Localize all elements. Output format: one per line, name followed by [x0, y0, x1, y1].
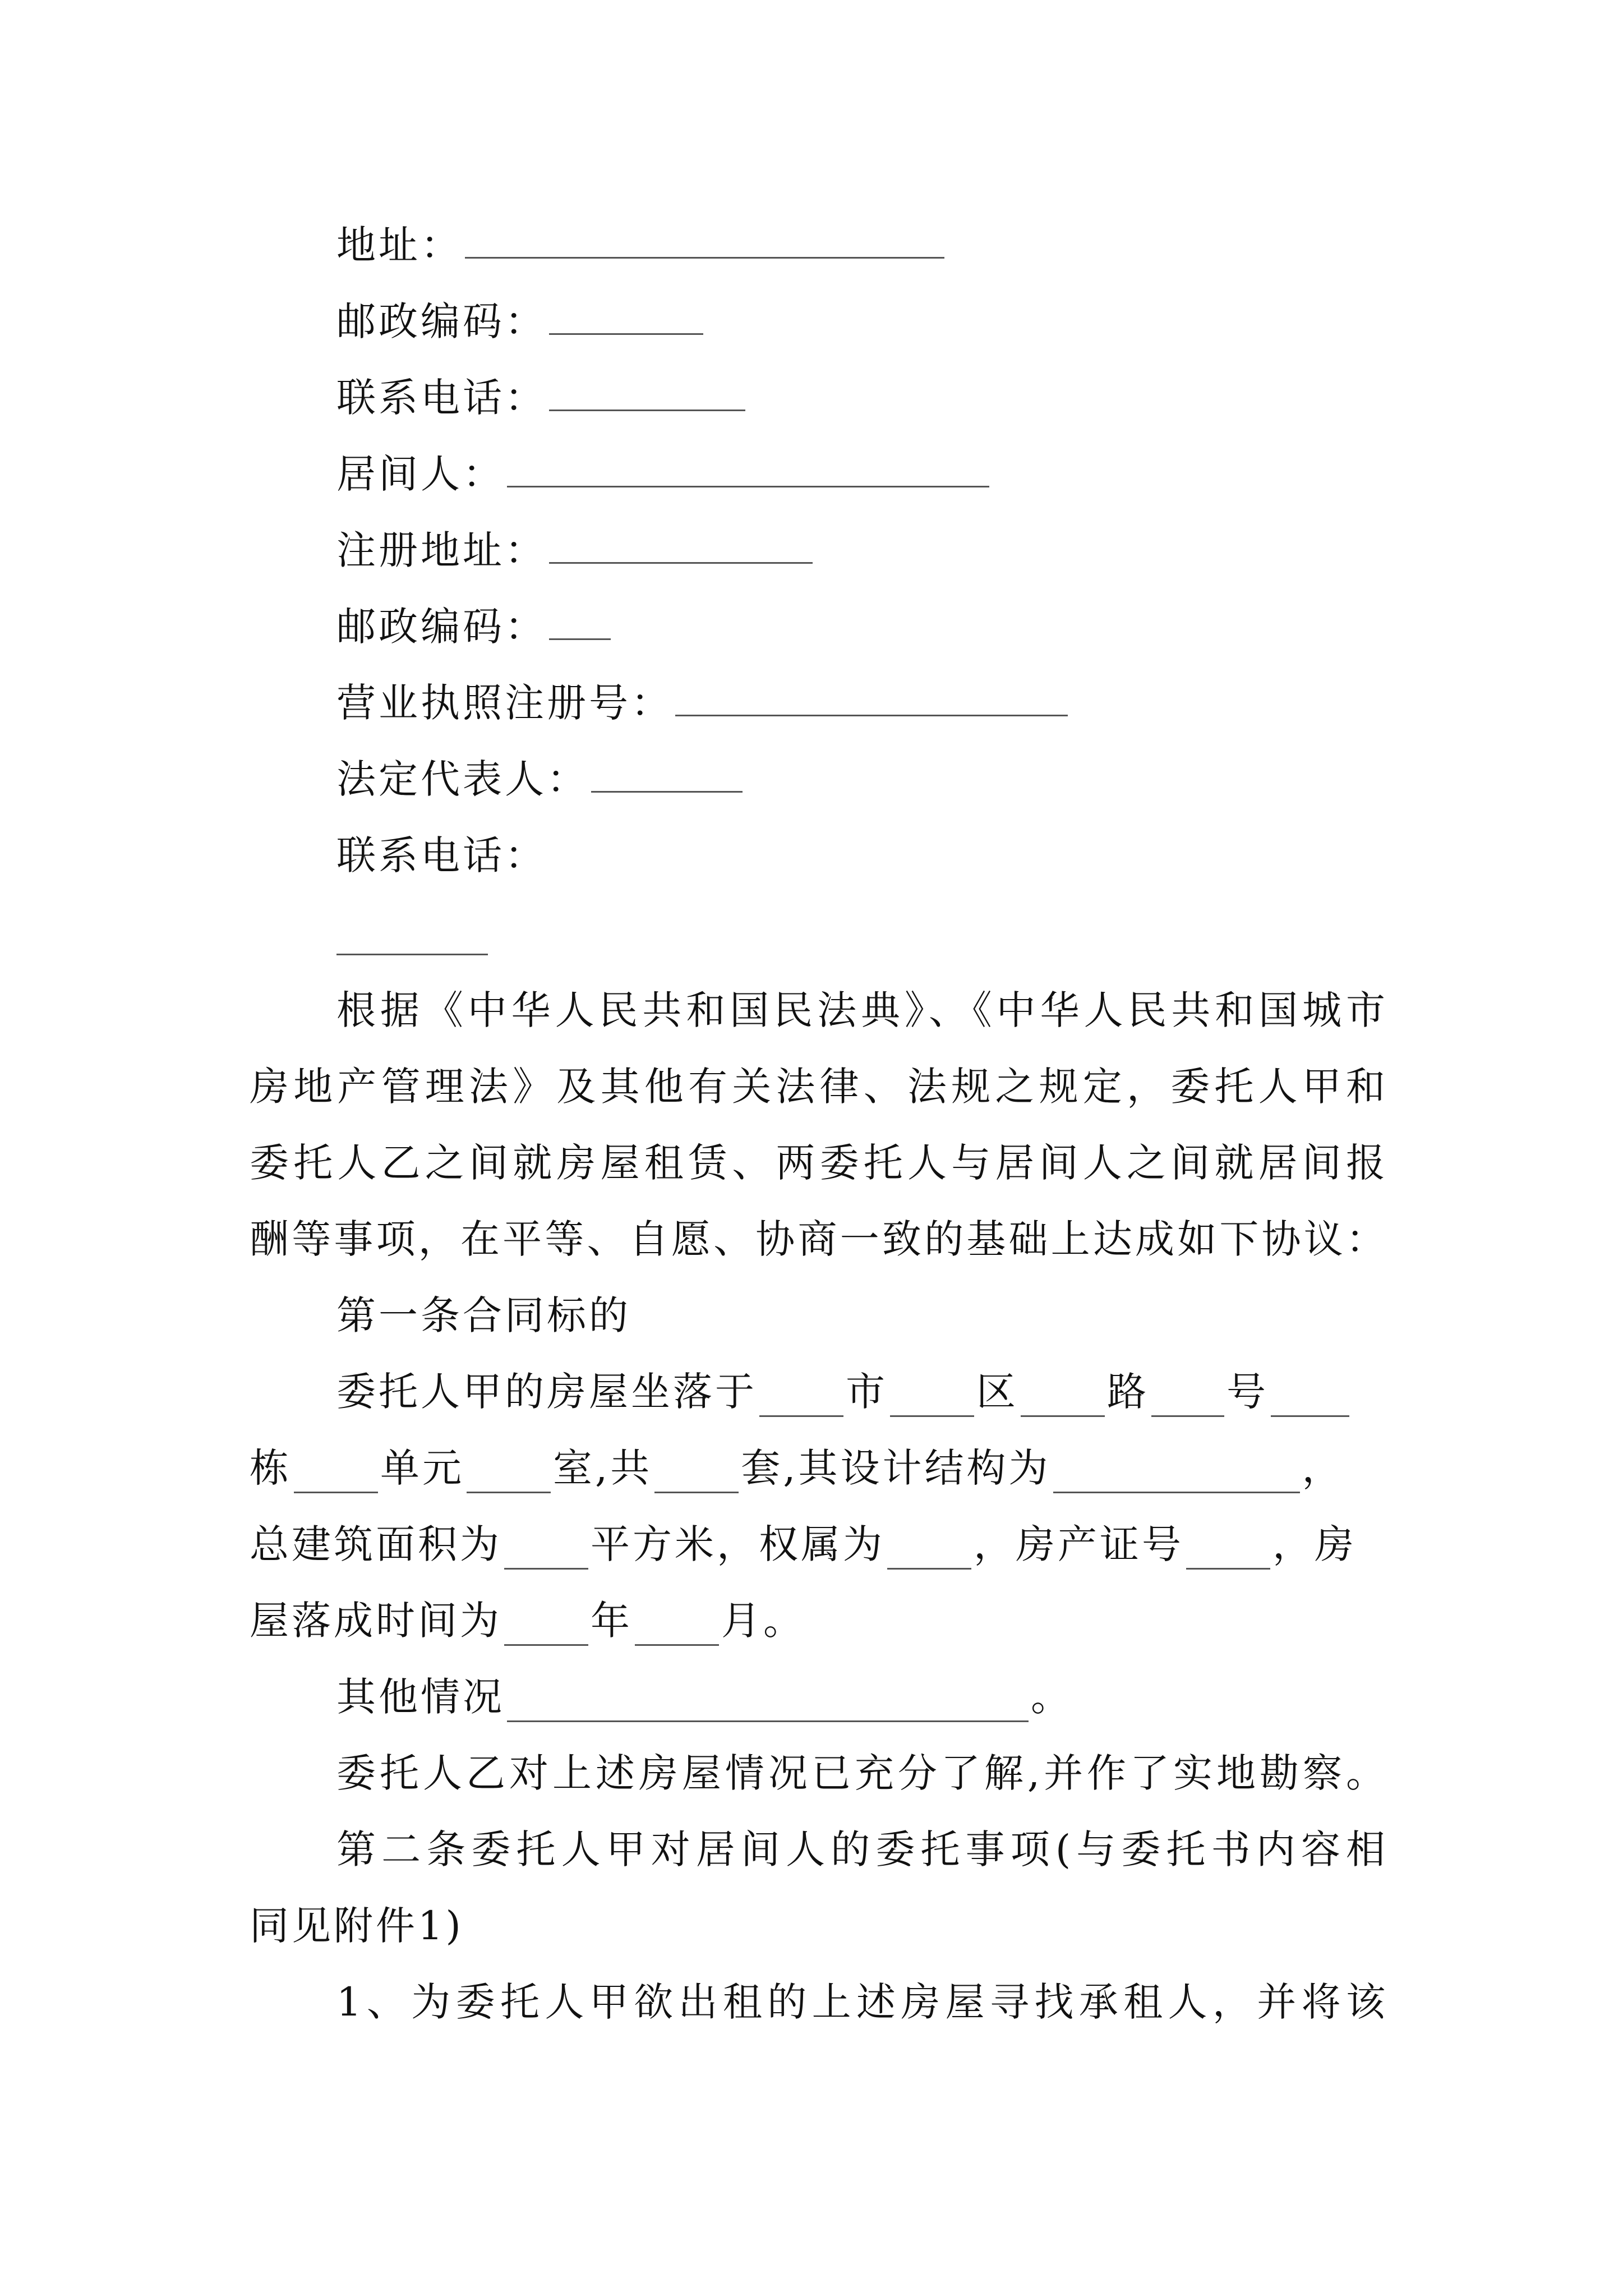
postal-code-2-line [336, 601, 613, 652]
phone-2-line [336, 830, 547, 881]
postal-code-blank[interactable] [549, 298, 703, 335]
unit-blank[interactable] [467, 1457, 551, 1493]
license-number-blank[interactable] [675, 680, 1068, 716]
month-blank[interactable] [635, 1609, 719, 1646]
design-comma: ， [1302, 1445, 1344, 1491]
other-end: 。 [1031, 1674, 1073, 1720]
area-sqm-label: 平方米，权属为 [591, 1521, 885, 1567]
cert-label: ，房产证号 [974, 1521, 1184, 1567]
article1-other-line [336, 1672, 1073, 1722]
phone-line [336, 372, 748, 423]
postal-code-label: 邮政编码： [336, 298, 547, 344]
postal-code-line [336, 296, 706, 347]
room-label: 室 [553, 1445, 595, 1491]
article1-date-line [250, 1595, 805, 1646]
ownership-blank[interactable] [887, 1533, 971, 1570]
city-blank[interactable] [759, 1381, 843, 1417]
article1-title: 第一条合同标的 [336, 1292, 631, 1338]
area-blank[interactable] [504, 1533, 588, 1570]
intermediary-label: 居间人： [336, 451, 505, 497]
district-label: 区 [976, 1369, 1018, 1415]
total-label: ,共 [595, 1445, 653, 1491]
year-label: 年 [591, 1598, 633, 1644]
article1-survey: 委托人乙对上述房屋情况已充分了解,并作了实地勘察。 [336, 1750, 1388, 1796]
number-label: 号 [1227, 1369, 1269, 1415]
address-line [336, 220, 947, 270]
month-label: 月。 [721, 1598, 805, 1644]
registered-address-line [336, 525, 815, 576]
preamble-line-1: 根据《中华人民共和国民法典》、《中华人民共和国城市 [336, 987, 1388, 1033]
unit-label: 单元 [380, 1445, 464, 1491]
number-blank[interactable] [1151, 1381, 1224, 1417]
city-label: 市 [846, 1369, 888, 1415]
sets-blank[interactable] [654, 1457, 739, 1493]
location-prefix: 委托人甲的房屋坐落于 [336, 1369, 757, 1415]
address-blank[interactable] [465, 222, 944, 259]
intermediary-blank[interactable] [507, 451, 989, 487]
date-prefix: 屋落成时间为 [250, 1598, 502, 1644]
phone-blank[interactable] [549, 375, 745, 411]
building-number-blank[interactable] [1271, 1381, 1349, 1417]
preamble-line-2: 房地产管理法》及其他有关法律、法规之规定，委托人甲和 [250, 1064, 1388, 1110]
cert-blank[interactable] [1186, 1533, 1270, 1570]
phone-label: 联系电话： [336, 375, 547, 421]
license-number-label: 营业执照注册号： [336, 680, 673, 726]
district-blank[interactable] [890, 1381, 974, 1417]
phone-2-blank[interactable] [336, 954, 488, 955]
article2-item-1: 1、为委托人甲欲出租的上述房屋寻找承租人，并将该 [336, 1979, 1388, 2025]
phone-2-label: 联系电话： [336, 832, 547, 878]
article2-title-line-1: 第二条委托人甲对居间人的委托事项(与委托书内容相 [336, 1826, 1388, 1872]
registered-address-label: 注册地址： [336, 527, 547, 573]
other-prefix: 其他情况 [336, 1674, 505, 1720]
design-blank[interactable] [1053, 1457, 1300, 1493]
legal-rep-blank[interactable] [591, 756, 743, 793]
registered-address-blank[interactable] [549, 527, 813, 564]
intermediary-line [336, 449, 992, 499]
design-label: ,其设计结构为 [783, 1445, 1051, 1491]
address-label: 地址： [336, 222, 463, 268]
legal-rep-line [336, 754, 745, 804]
building-label: 栋 [250, 1445, 292, 1491]
preamble-line-4: 酬等事项，在平等、自愿、协商一致的基础上达成如下协议： [250, 1216, 1388, 1262]
article1-location-line-2 [250, 1443, 1388, 1493]
legal-rep-label: 法定代表人： [336, 756, 589, 802]
preamble-line-3: 委托人乙之间就房屋租赁、两委托人与居间人之间就居间报 [250, 1140, 1388, 1186]
area-prefix: 总建筑面积为 [250, 1521, 502, 1567]
area-tail: ，房 [1272, 1521, 1357, 1567]
article2-title-line-2: 同见附件1) [250, 1903, 464, 1949]
road-label: 路 [1107, 1369, 1149, 1415]
article1-location-line-1 [336, 1366, 1388, 1417]
building-blank[interactable] [294, 1457, 378, 1493]
road-blank[interactable] [1021, 1381, 1105, 1417]
article1-area-line [250, 1519, 1388, 1570]
postal-code-2-label: 邮政编码： [336, 604, 547, 650]
other-blank[interactable] [507, 1686, 1029, 1722]
sets-label: 套 [741, 1445, 783, 1491]
postal-code-2-blank[interactable] [549, 604, 611, 640]
year-blank[interactable] [504, 1609, 588, 1646]
license-number-line [336, 678, 1070, 728]
